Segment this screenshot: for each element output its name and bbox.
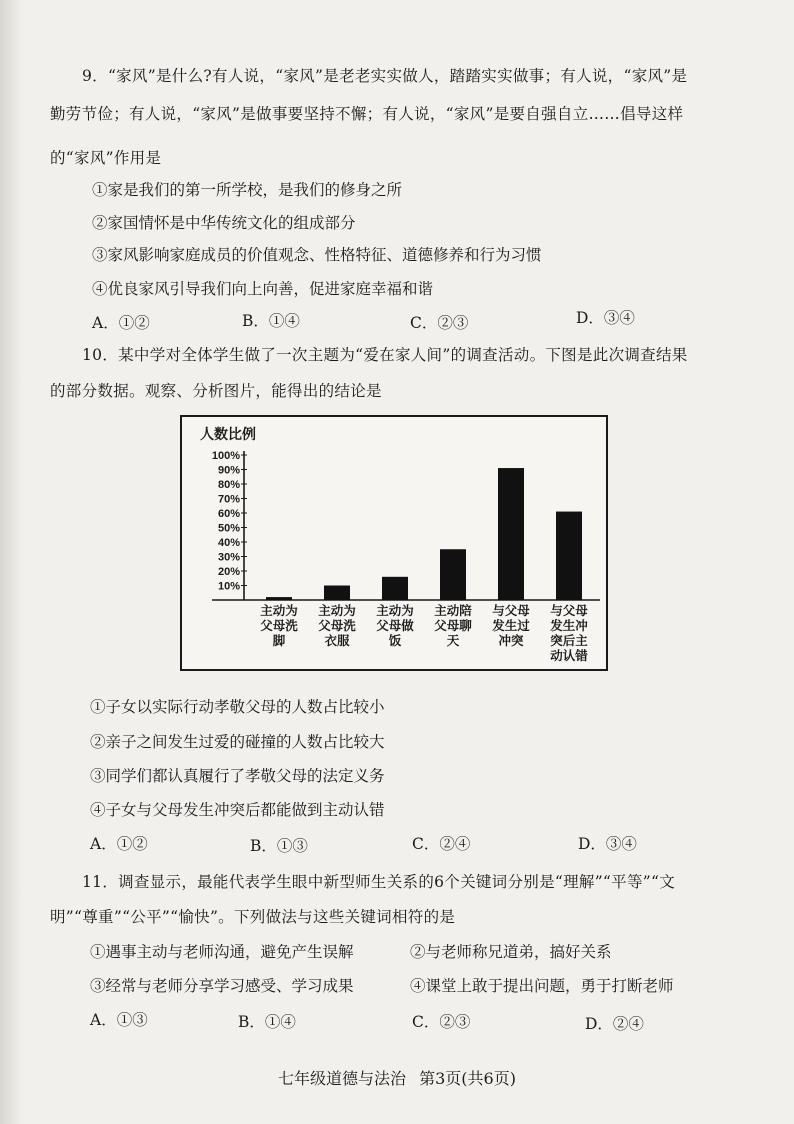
q10-item-3: ③同学们都认真履行了孝敬父母的法定义务	[90, 767, 385, 785]
q9-stem-line-2: 勤劳节俭；有人说，“家风”是做事要坚持不懈；有人说，“家风”是要自强自立……倡导这样	[50, 105, 684, 123]
x-category-label: 主动陪	[434, 603, 472, 618]
q11-choice-a: A．①③	[90, 1011, 148, 1029]
q11-choice-b: B．①④	[238, 1013, 296, 1031]
bar	[324, 586, 350, 601]
q10-choice-d: D．③④	[578, 835, 637, 853]
q10-item-1: ①子女以实际行动孝敬父母的人数占比较小	[90, 698, 385, 716]
x-category-label: 与父母	[550, 603, 588, 618]
q11-choice-c: C．②③	[412, 1013, 471, 1031]
q9-choice-b: B．①④	[242, 312, 300, 330]
bar	[498, 468, 524, 600]
y-tick-label: 30%	[217, 551, 240, 564]
x-category-label: 衣服	[324, 633, 350, 648]
q9-stem-line-3: 的“家风”作用是	[50, 149, 162, 167]
x-category-label: 发生冲	[550, 618, 588, 633]
y-tick-label: 90%	[217, 464, 240, 477]
q11-choice-d: D．②④	[585, 1015, 644, 1033]
y-tick-label: 70%	[217, 493, 240, 506]
page-footer	[0, 1066, 794, 1089]
q10-choice-b: B．①③	[250, 837, 308, 855]
q9-item-3: ③家风影响家庭成员的价值观念、性格特征、道德修养和行为习惯	[92, 246, 542, 264]
q10-choice-c: C．②④	[412, 835, 471, 853]
q10-stem-line-1: 10．某中学对全体学生做了一次主题为“爱在家人间”的调查活动。下图是此次调查结果	[82, 346, 688, 364]
x-category-label: 突后主	[550, 633, 588, 648]
x-category-label: 父母洗	[260, 618, 298, 633]
x-category-label: 主动为	[318, 603, 356, 618]
q10-choice-a: A．①②	[90, 835, 148, 853]
bar	[382, 577, 408, 600]
bar	[440, 549, 466, 600]
q10-item-4: ④子女与父母发生冲突后都能做到主动认错	[90, 801, 385, 819]
q11-item-1: ①遇事主动与老师沟通，避免产生误解	[90, 943, 354, 961]
footer-page-number: 第3页(共6页)	[419, 1069, 516, 1088]
q9-stem-line-1: 9．“家风”是什么?有人说，“家风”是老老实实做人，踏踏实实做事；有人说，“家风”是	[82, 67, 688, 85]
q9-item-1: ①家是我们的第一所学校，是我们的修身之所	[92, 181, 403, 199]
x-category-label: 主动为	[260, 603, 298, 618]
y-tick-label: 80%	[217, 479, 240, 491]
q11-stem-line-1: 11．调查显示，最能代表学生眼中新型师生关系的6个关键词分别是“理解”“平等”“文	[82, 873, 676, 891]
y-tick-label: 60%	[217, 508, 240, 520]
bar	[556, 512, 582, 600]
q9-choice-c: C．②③	[410, 314, 469, 332]
scan-edge-shadow	[0, 0, 22, 1124]
q11-stem-line-2: 明”“尊重”“公平”“愉快”。下列做法与这些关键词相符的是	[50, 908, 456, 926]
x-category-label: 脚	[272, 633, 286, 648]
x-category-label: 主动为	[376, 603, 414, 618]
q11-item-4: ④课堂上敢于提出问题，勇于打断老师	[410, 977, 674, 995]
x-category-label: 冲突	[498, 633, 524, 648]
y-tick-label: 20%	[217, 566, 240, 578]
q9-choice-d: D．③④	[576, 309, 635, 327]
y-tick-label: 40%	[217, 537, 240, 549]
y-tick-label: 50%	[217, 522, 240, 535]
q11-item-2: ②与老师称兄道弟，搞好关系	[410, 943, 612, 961]
chart-title: 人数比例	[200, 426, 256, 442]
q10-item-2: ②亲子之间发生过爱的碰撞的人数占比较大	[90, 733, 385, 751]
survey-bar-chart	[180, 415, 608, 671]
bar	[266, 597, 292, 600]
q9-choice-a: A．①②	[92, 314, 150, 332]
x-category-label: 动认错	[550, 648, 588, 663]
y-tick-label: 10%	[217, 580, 240, 593]
x-category-label: 父母聊	[434, 618, 472, 633]
x-category-label: 天	[446, 633, 460, 648]
x-category-label: 饭	[388, 633, 402, 648]
x-category-label: 父母做	[376, 618, 414, 633]
y-tick-label: 100%	[211, 450, 240, 462]
chart-canvas	[182, 417, 606, 669]
x-category-label: 与父母	[492, 603, 530, 618]
q9-item-2: ②家国情怀是中华传统文化的组成部分	[92, 214, 356, 232]
q9-item-4: ④优良家风引导我们向上向善，促进家庭幸福和谐	[92, 280, 434, 298]
footer-subject: 七年级道德与法治	[278, 1069, 407, 1088]
q10-stem-line-2: 的部分数据。观察、分析图片，能得出的结论是	[50, 382, 382, 400]
x-category-label: 父母洗	[318, 618, 356, 633]
x-category-label: 发生过	[492, 618, 530, 633]
q11-item-3: ③经常与老师分享学习感受、学习成果	[90, 977, 354, 995]
